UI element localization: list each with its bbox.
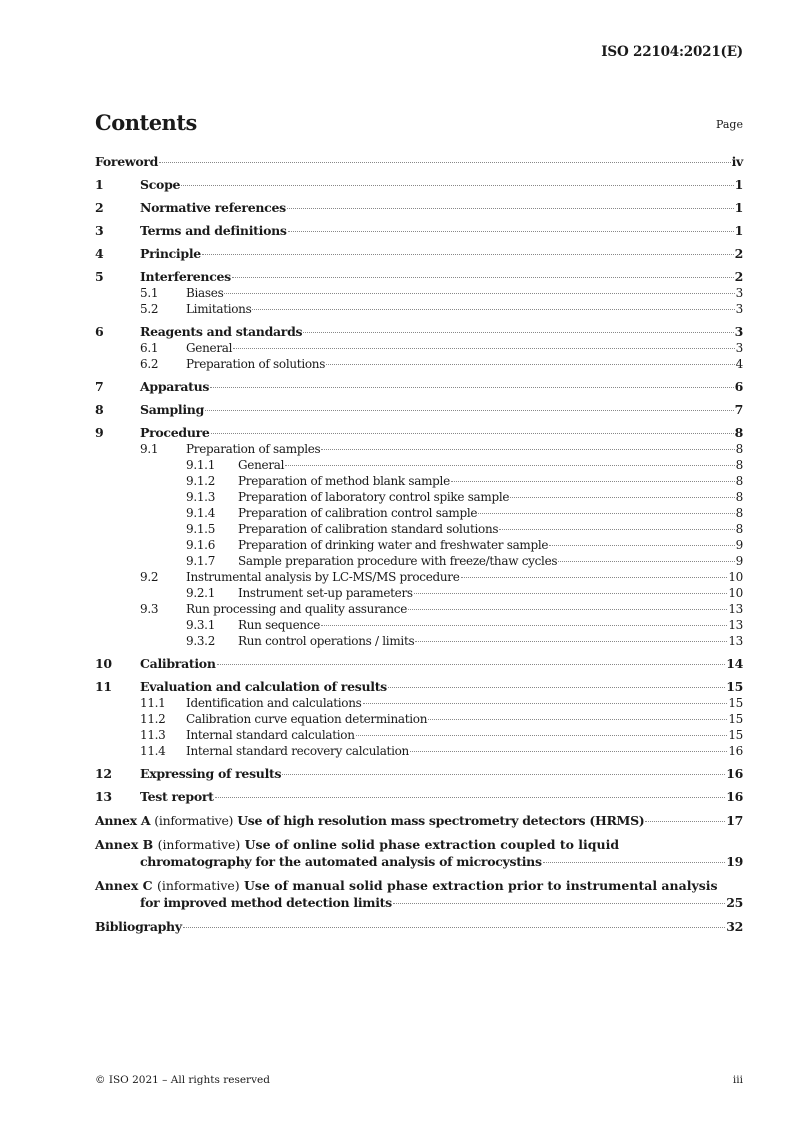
toc-page: 15 xyxy=(728,696,743,710)
toc-entry-9-1-2[interactable] xyxy=(95,473,743,489)
toc-page: 16 xyxy=(726,789,743,804)
toc-label: Calibration curve equation determination xyxy=(186,712,428,726)
toc-number: 11.3 xyxy=(140,728,166,742)
toc-number: 9 xyxy=(95,425,104,440)
toc-entry-bibliography[interactable] xyxy=(95,918,743,935)
toc-entry-foreword[interactable] xyxy=(95,154,743,170)
document-id: ISO 22104:2021(E) xyxy=(601,44,743,60)
dot-leader xyxy=(205,410,734,411)
toc-number: 9.1.6 xyxy=(186,538,216,552)
toc-number: 11.2 xyxy=(140,712,166,726)
toc-label: Sampling xyxy=(140,402,205,417)
toc-entry-2[interactable] xyxy=(95,200,743,216)
toc-page: 15 xyxy=(728,712,743,726)
toc-page: 3 xyxy=(734,324,743,339)
dot-leader xyxy=(181,185,733,186)
toc-entry-5[interactable] xyxy=(95,269,743,285)
toc-label: Foreword xyxy=(95,154,159,169)
dot-leader xyxy=(428,719,727,720)
toc-number: 11 xyxy=(95,679,112,694)
toc-number: 9.3.1 xyxy=(186,618,216,632)
toc-entry-6-1[interactable] xyxy=(95,340,743,356)
toc-page: 8 xyxy=(735,458,743,472)
toc-label: Apparatus xyxy=(140,379,210,394)
dot-leader xyxy=(645,821,725,822)
toc-number: 9.3 xyxy=(140,602,159,616)
toc-label: Reagents and standards xyxy=(140,324,303,339)
toc-page: 10 xyxy=(728,586,743,600)
dot-leader xyxy=(215,797,726,798)
dot-leader xyxy=(558,561,734,562)
toc-number: 9.2 xyxy=(140,570,159,584)
annex-type: (informative) xyxy=(156,878,240,893)
toc-page: 8 xyxy=(735,474,743,488)
toc-label: Biases xyxy=(186,286,224,300)
toc-page: 1 xyxy=(734,200,743,215)
toc-entry-9-3[interactable] xyxy=(95,601,743,617)
toc-entry-9-1[interactable] xyxy=(95,441,743,457)
toc-number: 5 xyxy=(95,269,104,284)
toc-page: 7 xyxy=(734,402,743,417)
toc-number: 12 xyxy=(95,766,112,781)
toc-entry-9-1-7[interactable] xyxy=(95,553,743,569)
dot-leader xyxy=(217,664,726,665)
toc-number: 9.3.2 xyxy=(186,634,216,648)
dot-leader xyxy=(549,545,734,546)
toc-entry-9-1-5[interactable] xyxy=(95,521,743,537)
toc-entry-9-2[interactable] xyxy=(95,569,743,585)
toc-page: 8 xyxy=(734,425,743,440)
toc-page: 8 xyxy=(735,442,743,456)
dot-leader xyxy=(211,433,734,434)
toc-entry-annex-c[interactable] xyxy=(95,877,743,911)
toc-page: 14 xyxy=(726,656,743,671)
toc-entry-6-2[interactable] xyxy=(95,356,743,372)
annex-prefix: Annex C xyxy=(95,878,153,893)
dot-leader xyxy=(321,625,727,626)
table-of-contents xyxy=(95,154,743,935)
toc-label: Test report xyxy=(140,789,214,804)
dot-leader xyxy=(415,641,727,642)
toc-number: 4 xyxy=(95,246,104,261)
toc-label: Instrumental analysis by LC-MS/MS procedure xyxy=(186,570,460,584)
toc-entry-6[interactable] xyxy=(95,324,743,340)
toc-number: 13 xyxy=(95,789,112,804)
toc-entry-9[interactable] xyxy=(95,425,743,441)
toc-number: 10 xyxy=(95,656,112,671)
dot-leader xyxy=(321,449,734,450)
annex-heading xyxy=(95,836,743,853)
toc-page: 2 xyxy=(734,246,743,261)
toc-page: 15 xyxy=(728,728,743,742)
toc-label: Principle xyxy=(140,246,201,261)
dot-leader xyxy=(510,497,734,498)
toc-entry-3[interactable] xyxy=(95,223,743,239)
toc-page: 9 xyxy=(735,538,743,552)
toc-page: 8 xyxy=(735,522,743,536)
dot-leader xyxy=(414,593,728,594)
toc-page: 1 xyxy=(734,177,743,192)
toc-page: 16 xyxy=(728,744,743,758)
toc-label: Evaluation and calculation of results xyxy=(140,679,387,694)
dot-leader xyxy=(210,387,733,388)
toc-label: Terms and definitions xyxy=(140,223,287,238)
toc-label: Sample preparation procedure with freeze/thaw cycles xyxy=(238,554,558,568)
toc-page: 13 xyxy=(728,618,743,632)
annex-prefix: Annex A xyxy=(95,813,151,828)
dot-leader xyxy=(285,465,735,466)
toc-number: 9.1 xyxy=(140,442,159,456)
toc-number: 5.2 xyxy=(140,302,159,316)
annex-title: Use of high resolution mass spectrometry detectors (HRMS) xyxy=(237,813,645,828)
toc-page: 9 xyxy=(735,554,743,568)
dot-leader xyxy=(408,609,727,610)
toc-page: 19 xyxy=(726,854,743,869)
toc-label: Expressing of results xyxy=(140,766,282,781)
toc-page: 3 xyxy=(735,302,743,316)
toc-number: 2 xyxy=(95,200,104,215)
dot-leader xyxy=(478,513,734,514)
toc-label: General xyxy=(238,458,285,472)
toc-entry-9-1-4[interactable] xyxy=(95,505,743,521)
toc-number: 6.1 xyxy=(140,341,159,355)
toc-label: Preparation of solutions xyxy=(186,357,326,371)
toc-number: 6.2 xyxy=(140,357,159,371)
dot-leader xyxy=(326,364,735,365)
toc-entry-4[interactable] xyxy=(95,246,743,262)
toc-entry-9-1-3[interactable] xyxy=(95,489,743,505)
dot-leader xyxy=(183,927,725,928)
annex-type: (informative) xyxy=(154,813,234,828)
toc-page: 8 xyxy=(735,490,743,504)
toc-page: 2 xyxy=(734,269,743,284)
toc-page: 25 xyxy=(726,895,743,910)
annex-title-line2: for improved method detection limits xyxy=(140,895,392,910)
annex-type: (informative) xyxy=(157,837,241,852)
dot-leader xyxy=(282,774,725,775)
toc-label: Run control operations / limits xyxy=(238,634,415,648)
toc-label: Procedure xyxy=(140,425,210,440)
toc-label: Preparation of calibration standard solutions xyxy=(238,522,499,536)
toc-page: 13 xyxy=(728,602,743,616)
toc-entry-1[interactable] xyxy=(95,177,743,193)
toc-entry-9-3-2[interactable] xyxy=(95,633,743,649)
toc-entry-13[interactable] xyxy=(95,789,743,805)
page-column-label: Page xyxy=(715,118,743,131)
toc-entry-annex-a[interactable] xyxy=(95,812,743,829)
toc-label: General xyxy=(186,341,233,355)
toc-number: 9.1.2 xyxy=(186,474,216,488)
toc-page: 4 xyxy=(735,357,743,371)
toc-page: 32 xyxy=(726,919,743,934)
toc-label: Scope xyxy=(140,177,181,192)
toc-label: Run sequence xyxy=(238,618,321,632)
toc-entry-11-1[interactable] xyxy=(95,695,743,711)
toc-entry-annex-b[interactable] xyxy=(95,836,743,870)
dot-leader xyxy=(363,703,728,704)
dot-leader xyxy=(288,231,734,232)
toc-label: Limitations xyxy=(186,302,252,316)
toc-entry-11-4[interactable] xyxy=(95,743,743,759)
annex-prefix: Annex B xyxy=(95,837,154,852)
toc-page: 3 xyxy=(735,341,743,355)
toc-entry-8[interactable] xyxy=(95,402,743,418)
toc-entry-7[interactable] xyxy=(95,379,743,395)
toc-page: 15 xyxy=(726,679,743,694)
dot-leader xyxy=(252,309,734,310)
page-number: iii xyxy=(732,1074,743,1086)
annex-title-continuation xyxy=(95,894,743,911)
dot-leader xyxy=(202,254,734,255)
dot-leader xyxy=(388,687,725,688)
dot-leader xyxy=(233,348,735,349)
toc-number: 9.1.5 xyxy=(186,522,216,536)
toc-label: Identification and calculations xyxy=(186,696,362,710)
dot-leader xyxy=(461,577,728,578)
dot-leader xyxy=(499,529,734,530)
annex-heading xyxy=(95,877,743,894)
dot-leader xyxy=(410,751,727,752)
dot-leader xyxy=(451,481,735,482)
dot-leader xyxy=(543,862,726,863)
toc-entry-11-3[interactable] xyxy=(95,727,743,743)
toc-entry-9-3-1[interactable] xyxy=(95,617,743,633)
toc-label: Preparation of samples xyxy=(186,442,321,456)
annex-title: Use of manual solid phase extraction prior to instrumental analysis xyxy=(244,878,718,893)
toc-page: 10 xyxy=(728,570,743,584)
toc-label: Preparation of calibration control sample xyxy=(238,506,478,520)
toc-number: 1 xyxy=(95,177,104,192)
toc-number: 8 xyxy=(95,402,104,417)
dot-leader xyxy=(232,277,734,278)
toc-label: Preparation of drinking water and freshwater sample xyxy=(238,538,549,552)
copyright-notice: © ISO 2021 – All rights reserved xyxy=(95,1074,270,1086)
toc-entry-9-2-1[interactable] xyxy=(95,585,743,601)
toc-number: 9.2.1 xyxy=(186,586,216,600)
toc-label: Run processing and quality assurance xyxy=(186,602,408,616)
dot-leader xyxy=(224,293,734,294)
toc-number: 9.1.7 xyxy=(186,554,216,568)
toc-number: 11.4 xyxy=(140,744,166,758)
toc-label: Normative references xyxy=(140,200,286,215)
page-title: Contents xyxy=(95,110,197,135)
dot-leader xyxy=(287,208,734,209)
toc-label: Preparation of laboratory control spike sample xyxy=(238,490,510,504)
toc-label: Internal standard calculation xyxy=(186,728,355,742)
toc-entry-12[interactable] xyxy=(95,766,743,782)
dot-leader xyxy=(393,903,725,904)
toc-page: 8 xyxy=(735,506,743,520)
toc-label: Instrument set-up parameters xyxy=(238,586,413,600)
toc-number: 3 xyxy=(95,223,104,238)
toc-page: 16 xyxy=(726,766,743,781)
toc-page: 13 xyxy=(728,634,743,648)
toc-number: 9.1.1 xyxy=(186,458,216,472)
dot-leader xyxy=(303,332,733,333)
toc-page: iv xyxy=(731,154,743,169)
toc-page: 17 xyxy=(726,813,743,828)
toc-entry-11-2[interactable] xyxy=(95,711,743,727)
annex-title-continuation xyxy=(95,853,743,870)
dot-leader xyxy=(356,735,728,736)
toc-label: Internal standard recovery calculation xyxy=(186,744,409,758)
toc-entry-9-1-6[interactable] xyxy=(95,537,743,553)
toc-label: Calibration xyxy=(140,656,216,671)
toc-entry-10[interactable] xyxy=(95,656,743,672)
toc-entry-5-2[interactable] xyxy=(95,301,743,317)
toc-number: 11.1 xyxy=(140,696,166,710)
toc-page: 3 xyxy=(735,286,743,300)
toc-entry-5-1[interactable] xyxy=(95,285,743,301)
toc-label: Interferences xyxy=(140,269,231,284)
toc-page: 6 xyxy=(734,379,743,394)
toc-label: Bibliography xyxy=(95,919,182,934)
toc-number: 9.1.3 xyxy=(186,490,216,504)
annex-heading xyxy=(95,812,644,829)
annex-title: Use of online solid phase extraction coupled to liquid xyxy=(244,837,620,852)
toc-entry-11[interactable] xyxy=(95,679,743,695)
annex-title-line2: chromatography for the automated analysis of microcystins xyxy=(140,854,542,869)
toc-number: 5.1 xyxy=(140,286,159,300)
toc-number: 9.1.4 xyxy=(186,506,216,520)
toc-page: 1 xyxy=(734,223,743,238)
dot-leader xyxy=(159,162,730,163)
toc-number: 6 xyxy=(95,324,104,339)
toc-label: Preparation of method blank sample xyxy=(238,474,450,488)
toc-entry-9-1-1[interactable] xyxy=(95,457,743,473)
toc-number: 7 xyxy=(95,379,104,394)
